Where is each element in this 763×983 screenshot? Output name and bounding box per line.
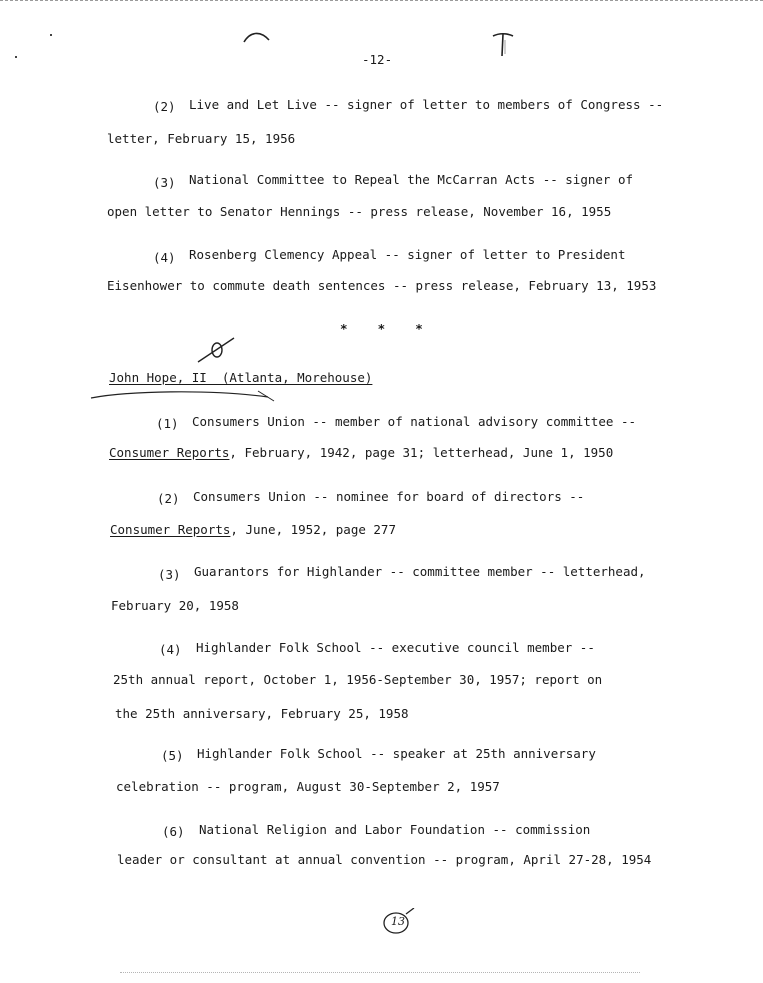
entry-line: Highlander Folk School -- executive council member -- [196, 640, 595, 655]
handwritten-t-mark [490, 30, 516, 58]
entry-line: Rosenberg Clemency Appeal -- signer of letter to President [189, 247, 626, 262]
entry-line: National Committee to Repeal the McCarran Acts -- signer of [189, 172, 634, 187]
entry-line: February 20, 1958 [111, 598, 239, 613]
entry-line: 25th annual report, October 1, 1956-September 30, 1957; report on [113, 672, 603, 687]
entry-number: (3) [153, 175, 176, 190]
entry-line: Consumers Union -- nominee for board of directors -- [193, 489, 585, 504]
entry-line: open letter to Senator Hennings -- press release, November 16, 1955 [107, 204, 612, 219]
page-number: -12- [362, 52, 393, 67]
entry-number: (1) [156, 416, 179, 431]
entry-number: (4) [153, 250, 176, 265]
page-top-border [0, 0, 763, 1]
page-bottom-dots [120, 972, 640, 973]
handwritten-caret-mark [242, 28, 272, 46]
entry-line: the 25th anniversary, February 25, 1958 [115, 706, 409, 721]
handwritten-initial-mark [196, 336, 238, 364]
person-heading: John Hope, II (Atlanta, Morehouse) [109, 370, 373, 385]
entry-line: Guarantors for Highlander -- committee member -- letterhead, [194, 564, 646, 579]
entry-line: Eisenhower to commute death sentences -- press release, February 13, 1953 [107, 278, 657, 293]
entry-citation: , February, 1942, page 31; letterhead, June 1, 1950 [229, 445, 614, 460]
publication-title: Consumer Reports [110, 522, 231, 537]
handwritten-page-stamp [384, 912, 412, 934]
entry-number: (3) [158, 567, 181, 582]
entry-line: celebration -- program, August 30-September 2, 1957 [116, 779, 500, 794]
entry-line: letter, February 15, 1956 [107, 131, 296, 146]
entry-number: (5) [161, 748, 184, 763]
entry-number: (4) [159, 642, 182, 657]
entry-line: Highlander Folk School -- speaker at 25th anniversary [197, 746, 596, 761]
entry-line [110, 522, 396, 537]
entry-line: leader or consultant at annual convention -- program, April 27-28, 1954 [117, 852, 652, 867]
entry-number: (6) [162, 824, 185, 839]
entry-line: Live and Let Live -- signer of letter to members of Congress -- [189, 97, 664, 112]
speck [15, 56, 17, 58]
speck [50, 34, 52, 36]
handwritten-underline [88, 385, 278, 405]
entry-line: National Religion and Labor Foundation -- commission [199, 822, 591, 837]
publication-title: Consumer Reports [109, 445, 230, 460]
entry-number: (2) [157, 491, 180, 506]
section-separator: * * * [340, 321, 423, 336]
entry-line: Consumers Union -- member of national advisory committee -- [192, 414, 637, 429]
entry-citation: , June, 1952, page 277 [230, 522, 396, 537]
entry-number: (2) [153, 99, 176, 114]
stamp-number: 13 [391, 915, 405, 928]
entry-line [109, 445, 613, 460]
